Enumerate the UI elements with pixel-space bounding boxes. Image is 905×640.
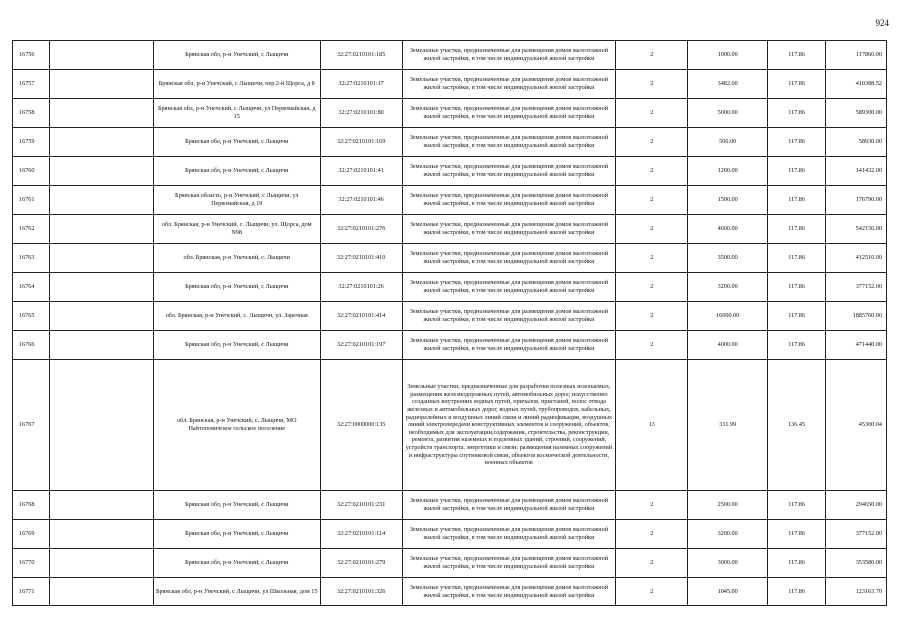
blank-cell (50, 549, 154, 577)
rate-cell: 117.86 (768, 520, 826, 548)
area-cell: 5000.00 (688, 99, 768, 127)
cadastral-number-cell: 32:27:0210101:231 (321, 491, 403, 519)
table-row (12, 98, 887, 127)
blank-cell (50, 360, 154, 490)
rate-cell: 117.86 (768, 578, 826, 605)
address-cell: Брянская обл, р-н Унечский, с Лыщичи, ул Первомайская, д 15 (154, 99, 321, 127)
table-row (12, 185, 887, 214)
category-cell: 2 (616, 99, 688, 127)
row-number: 16761 (13, 186, 50, 214)
row-number: 16769 (13, 520, 50, 548)
row-number: 16759 (13, 128, 50, 156)
cadastral-value-cell: 410388.52 (826, 70, 887, 98)
cadastral-value-cell: 123163.70 (826, 578, 887, 605)
area-cell: 500.00 (688, 128, 768, 156)
row-number: 16771 (13, 578, 50, 605)
table-row (12, 359, 887, 490)
land-use-cell: Земельные участки, предназначенные для размещения домов малоэтажной жилой застройки, в том числе индивидуальной жилой застройки (403, 520, 617, 548)
blank-cell (50, 273, 154, 301)
cadastral-number-cell: 32:27:0210101:26 (321, 273, 403, 301)
category-cell: 2 (616, 41, 688, 69)
address-cell: обл. Брянская, р-н Унечский, с. Лыщичи (154, 244, 321, 272)
blank-cell (50, 244, 154, 272)
land-use-cell: Земельные участки, предназначенные для размещения домов малоэтажной жилой застройки, в том числе индивидуальной жилой застройки (403, 302, 617, 330)
cadastral-value-cell: 412510.00 (826, 244, 887, 272)
area-cell: 1000.00 (688, 41, 768, 69)
rate-cell: 136.45 (768, 360, 826, 490)
cadastral-value-cell: 117860.00 (826, 41, 887, 69)
row-number: 16763 (13, 244, 50, 272)
rate-cell: 117.86 (768, 70, 826, 98)
address-cell: Брянская обл, р-н Унечский, с Лыщичи (154, 41, 321, 69)
rate-cell: 117.86 (768, 128, 826, 156)
cadastral-value-cell: 377152.00 (826, 273, 887, 301)
cadastral-number-cell: 32:27:0210101:279 (321, 549, 403, 577)
address-cell: Брянская обл, р-н Унечский, с Лыщичи (154, 273, 321, 301)
cadastral-value-cell: 377152.00 (826, 520, 887, 548)
cadastral-number-cell: 32:27:0210101:197 (321, 331, 403, 359)
rate-cell: 117.86 (768, 331, 826, 359)
blank-cell (50, 41, 154, 69)
cadastral-number-cell: 32:27:0210101:276 (321, 215, 403, 243)
area-cell: 1200.00 (688, 157, 768, 185)
land-use-cell: Земельные участки, предназначенные для размещения домов малоэтажной жилой застройки, в том числе индивидуальной жилой застройки (403, 331, 617, 359)
address-cell: Брянская обл, р-н Унечский, с Лыщичи (154, 520, 321, 548)
cadastral-value-cell: 58930.00 (826, 128, 887, 156)
category-cell: 2 (616, 186, 688, 214)
table-row (12, 548, 887, 577)
area-cell: 3482.00 (688, 70, 768, 98)
blank-cell (50, 70, 154, 98)
cadastral-number-cell: 32:27:0210101:414 (321, 302, 403, 330)
land-use-cell: Земельные участки, предназначенные для размещения домов малоэтажной жилой застройки, в том числе индивидуальной жилой застройки (403, 186, 617, 214)
cadastral-number-cell: 32:27:0210101:41 (321, 157, 403, 185)
table-row (12, 272, 887, 301)
blank-cell (50, 302, 154, 330)
land-use-cell: Земельные участки, предназначенные для разработки полезных ископаемых, размещения железнодорожных путей, автомобильных дорог, искусственно созданных внутренних водных путей, причалов, пристаней, полос отвода железных и автомобильных дорог, водных путей, трубопроводов, кабельных, радиорелейных и воздушных линий связи и линий радиофикации, воздушных линий электропередачи конструктивных элементов и сооружений, объектов, необходимых для эксплуатации,содержания, строительства, реконструкции, ремонта, развития наземных и подземных зданий, строений, сооружений, устройств транспорта, энергетики и связи; размещения наземных сооружений и инфраструктуры спутниковой связи, объектов космической деятельности, военных объектов (403, 360, 617, 490)
row-number: 16756 (13, 41, 50, 69)
rate-cell: 117.86 (768, 549, 826, 577)
row-number: 16765 (13, 302, 50, 330)
area-cell: 331.99 (688, 360, 768, 490)
land-use-cell: Земельные участки, предназначенные для размещения домов малоэтажной жилой застройки, в том числе индивидуальной жилой застройки (403, 157, 617, 185)
cadastral-number-cell: 32:27:0210101:410 (321, 244, 403, 272)
table-row (12, 214, 887, 243)
blank-cell (50, 157, 154, 185)
blank-cell (50, 99, 154, 127)
address-cell: Брянская обл, р-н Унечский, с Лыщичи, ул Школьная, дом 15 (154, 578, 321, 605)
address-cell: Брянская область, р-н Унечский, с Лыщичи, ул Первомайская, д 19 (154, 186, 321, 214)
category-cell: 2 (616, 520, 688, 548)
land-use-cell: Земельные участки, предназначенные для размещения домов малоэтажной жилой застройки, в том числе индивидуальной жилой застройки (403, 70, 617, 98)
row-number: 16768 (13, 491, 50, 519)
table-row (12, 330, 887, 359)
row-number: 16770 (13, 549, 50, 577)
land-use-cell: Земельные участки, предназначенные для размещения домов малоэтажной жилой застройки, в том числе индивидуальной жилой застройки (403, 41, 617, 69)
blank-cell (50, 186, 154, 214)
cadastral-value-cell: 141432.00 (826, 157, 887, 185)
cadastral-number-cell: 32:27:0210101:46 (321, 186, 403, 214)
cadastral-value-cell: 471440.00 (826, 331, 887, 359)
table-row (12, 156, 887, 185)
rate-cell: 117.86 (768, 157, 826, 185)
area-cell: 3500.00 (688, 244, 768, 272)
rate-cell: 117.86 (768, 273, 826, 301)
area-cell: 1500.00 (688, 186, 768, 214)
cadastral-value-cell: 176790.00 (826, 186, 887, 214)
cadastral-value-cell: 353580.00 (826, 549, 887, 577)
row-number: 16764 (13, 273, 50, 301)
cadastral-number-cell: 32:27:0210101:17 (321, 70, 403, 98)
blank-cell (50, 331, 154, 359)
row-number: 16760 (13, 157, 50, 185)
table-row (12, 577, 887, 606)
row-number: 16762 (13, 215, 50, 243)
category-cell: 2 (616, 331, 688, 359)
cadastral-table (12, 40, 887, 606)
cadastral-value-cell: 1885760.00 (826, 302, 887, 330)
area-cell: 1045.00 (688, 578, 768, 605)
page-number: 924 (875, 18, 889, 28)
blank-cell (50, 520, 154, 548)
category-cell: 2 (616, 491, 688, 519)
blank-cell (50, 215, 154, 243)
land-use-cell: Земельные участки, предназначенные для размещения домов малоэтажной жилой застройки, в том числе индивидуальной жилой застройки (403, 99, 617, 127)
rate-cell: 117.86 (768, 99, 826, 127)
land-use-cell: Земельные участки, предназначенные для размещения домов малоэтажной жилой застройки, в том числе индивидуальной жилой застройки (403, 244, 617, 272)
land-use-cell: Земельные участки, предназначенные для размещения домов малоэтажной жилой застройки, в том числе индивидуальной жилой застройки (403, 128, 617, 156)
rate-cell: 117.86 (768, 186, 826, 214)
area-cell: 2500.00 (688, 491, 768, 519)
category-cell: 2 (616, 215, 688, 243)
category-cell: 2 (616, 70, 688, 98)
land-use-cell: Земельные участки, предназначенные для размещения домов малоэтажной жилой застройки, в том числе индивидуальной жилой застройки (403, 215, 617, 243)
cadastral-value-cell: 294650.00 (826, 491, 887, 519)
address-cell: обл. Брянская, р-н Унечский, с. Лыщичи, МО Найтоповичское сельское поселение (154, 360, 321, 490)
table-row (12, 127, 887, 156)
category-cell: 2 (616, 244, 688, 272)
land-use-cell: Земельные участки, предназначенные для размещения домов малоэтажной жилой застройки, в том числе индивидуальной жилой застройки (403, 578, 617, 605)
cadastral-number-cell: 32:27:0210101:169 (321, 128, 403, 156)
area-cell: 16000.00 (688, 302, 768, 330)
address-cell: Брянская обл, р-н Унечский, с Лыщичи (154, 491, 321, 519)
cadastral-value-cell: 45300.04 (826, 360, 887, 490)
address-cell: обл. Брянская, р-н Унечский, с. Лыщичи, ул. Щорса, дом N98 (154, 215, 321, 243)
rate-cell: 117.86 (768, 41, 826, 69)
table-row (12, 243, 887, 272)
row-number: 16757 (13, 70, 50, 98)
category-cell: 2 (616, 157, 688, 185)
address-cell: Брянская обл, р-н Унечский, с Лыщичи (154, 128, 321, 156)
area-cell: 4000.00 (688, 331, 768, 359)
category-cell: 2 (616, 128, 688, 156)
rate-cell: 117.86 (768, 244, 826, 272)
cadastral-value-cell: 589300.00 (826, 99, 887, 127)
row-number: 16767 (13, 360, 50, 490)
row-number: 16766 (13, 331, 50, 359)
category-cell: 13 (616, 360, 688, 490)
area-cell: 4600.00 (688, 215, 768, 243)
blank-cell (50, 578, 154, 605)
cadastral-number-cell: 32:27:0210101:185 (321, 41, 403, 69)
cadastral-value-cell: 542156.00 (826, 215, 887, 243)
area-cell: 3000.00 (688, 549, 768, 577)
address-cell: Брянская обл, р-н Унечский, с Лыщичи, пер 2-й Щорса, д 8 (154, 70, 321, 98)
land-use-cell: Земельные участки, предназначенные для размещения домов малоэтажной жилой застройки, в том числе индивидуальной жилой застройки (403, 549, 617, 577)
address-cell: Брянская обл, р-н Унечский, с Лыщичи (154, 549, 321, 577)
cadastral-number-cell: 32:27:0210101:326 (321, 578, 403, 605)
rate-cell: 117.86 (768, 302, 826, 330)
table-row (12, 490, 887, 519)
rate-cell: 117.86 (768, 491, 826, 519)
area-cell: 3200.00 (688, 273, 768, 301)
land-use-cell: Земельные участки, предназначенные для размещения домов малоэтажной жилой застройки, в том числе индивидуальной жилой застройки (403, 273, 617, 301)
table-row (12, 69, 887, 98)
row-number: 16758 (13, 99, 50, 127)
rate-cell: 117.86 (768, 215, 826, 243)
cadastral-number-cell: 32:27:0210101:114 (321, 520, 403, 548)
table-row (12, 40, 887, 69)
blank-cell (50, 491, 154, 519)
category-cell: 2 (616, 578, 688, 605)
cadastral-number-cell: 32:27:0210101:80 (321, 99, 403, 127)
table-row (12, 519, 887, 548)
address-cell: обл. Брянская, р-н Унечский, с. Лыщичи, ул. Заречная (154, 302, 321, 330)
blank-cell (50, 128, 154, 156)
land-use-cell: Земельные участки, предназначенные для размещения домов малоэтажной жилой застройки, в том числе индивидуальной жилой застройки (403, 491, 617, 519)
cadastral-number-cell: 32:27:0000000:135 (321, 360, 403, 490)
category-cell: 2 (616, 273, 688, 301)
category-cell: 2 (616, 549, 688, 577)
table-row (12, 301, 887, 330)
area-cell: 3200.00 (688, 520, 768, 548)
address-cell: Брянская обл, р-н Унечский, с Лыщичи (154, 157, 321, 185)
category-cell: 2 (616, 302, 688, 330)
address-cell: Брянская обл, р-н Унечский, с Лыщичи (154, 331, 321, 359)
